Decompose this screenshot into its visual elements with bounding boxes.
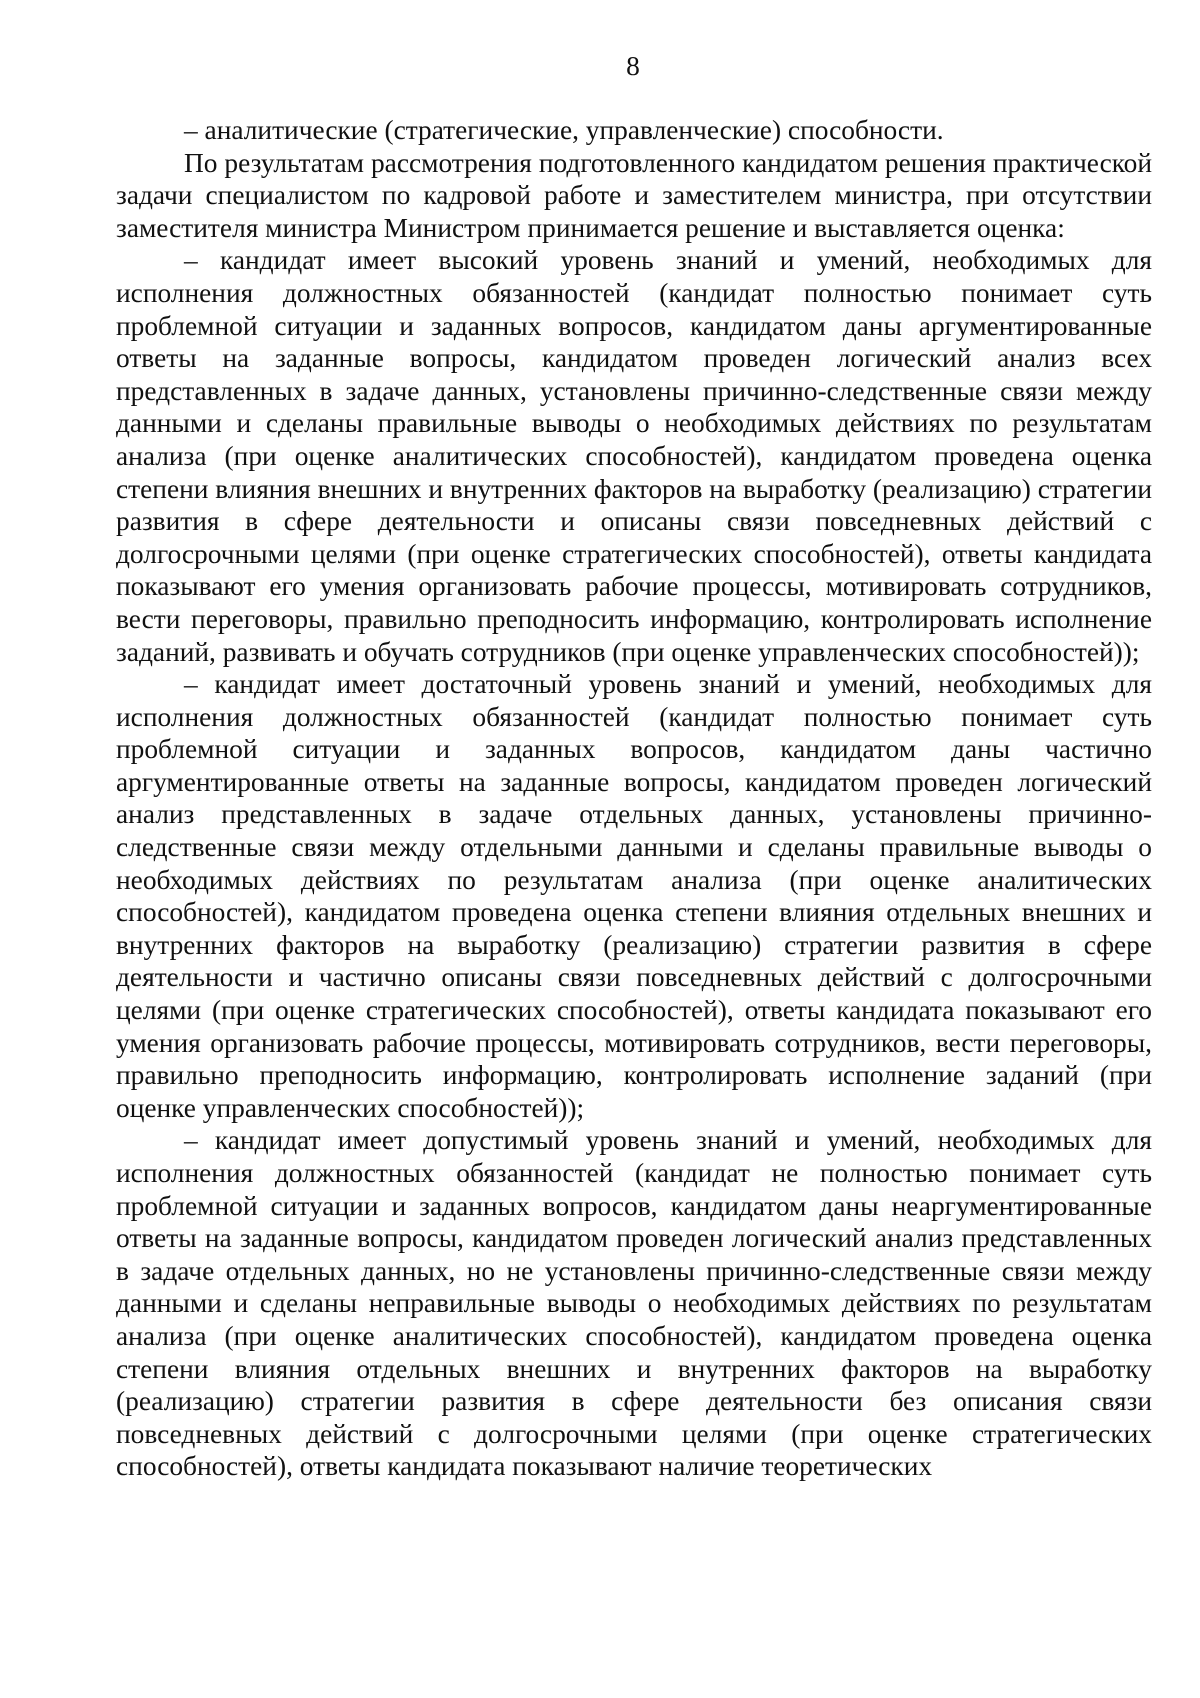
paragraph-high-level: – кандидат имеет высокий уровень знаний и умений, необходимых для исполнения должностных обязанностей (кандидат полностью понимает суть проблемной ситуации и заданных вопросов, кандидатом даны аргументированные ответы на заданные вопросы, кандидатом проведен логический анализ всех представленных в задаче данных, установлены причинно-следственные связи между данными и сделаны правильные выводы о необходимых действиях по результатам анализа (при оценке аналитических способностей), кандидатом проведена оценка степени влияния внешних и внутренних факторов на выработку (реализацию) стратегии развития в сфере деятельности и описаны связи повседневных действий с долгосрочными целями (при оценке стратегических способностей), ответы кандидата показывают его умения организовать рабочие процессы, мотивировать сотрудников, вести переговоры, правильно преподносить информацию, контролировать исполнение заданий, развивать и обучать сотрудников (при оценке управленческих способностей)); — [116, 245, 1152, 667]
page-number: 8 — [626, 51, 640, 81]
paragraph-acceptable-level: – кандидат имеет допустимый уровень знаний и умений, необходимых для исполнения должностных обязанностей (кандидат не полностью понимает суть проблемной ситуации и заданных вопросов, кандидатом даны неаргументированные ответы на заданные вопросы, кандидатом проведен логический анализ представленных в задаче отдельных данных, но не установлены причинно-следственные связи между данными и сделаны неправильные выводы о необходимых действиях по результатам анализа (при оценке аналитических способностей), кандидатом проведена оценка степени влияния отдельных внешних и внутренних факторов на выработку (реализацию) стратегии развития в сфере деятельности без описания связи повседневных действий с долгосрочными целями (при оценке стратегических способностей), ответы кандидата показывают наличие теоретических — [116, 1125, 1152, 1482]
paragraph-sufficient-level: – кандидат имеет достаточный уровень знаний и умений, необходимых для исполнения должностных обязанностей (кандидат полностью понимает суть проблемной ситуации и заданных вопросов, кандидатом даны частично аргументированные ответы на заданные вопросы, кандидатом проведен логический анализ представленных в задаче отдельных данных, установлены причинно-следственные связи между отдельными данными и сделаны правильные выводы о необходимых действиях по результатам анализа (при оценке аналитических способностей), кандидатом проведена оценка степени влияния отдельных внешних и внутренних факторов на выработку (реализацию) стратегии развития в сфере деятельности и частично описаны связи повседневных действий с долгосрочными целями (при оценке стратегических способностей), ответы кандидата показывают его умения организовать рабочие процессы, мотивировать сотрудников, вести переговоры, правильно преподносить информацию, контролировать исполнение заданий (при оценке управленческих способностей)); — [116, 669, 1152, 1123]
paragraph-analytical-abilities: – аналитические (стратегические, управленческие) способности. — [184, 115, 944, 145]
paragraph-evaluation-intro: По результатам рассмотрения подготовленного кандидатом решения практической задачи специалистом по кадровой работе и заместителем министра, при отсутствии заместителя министра Министром принимается решение и выставляется оценка: — [116, 147, 1152, 243]
document-body — [116, 114, 1152, 1483]
